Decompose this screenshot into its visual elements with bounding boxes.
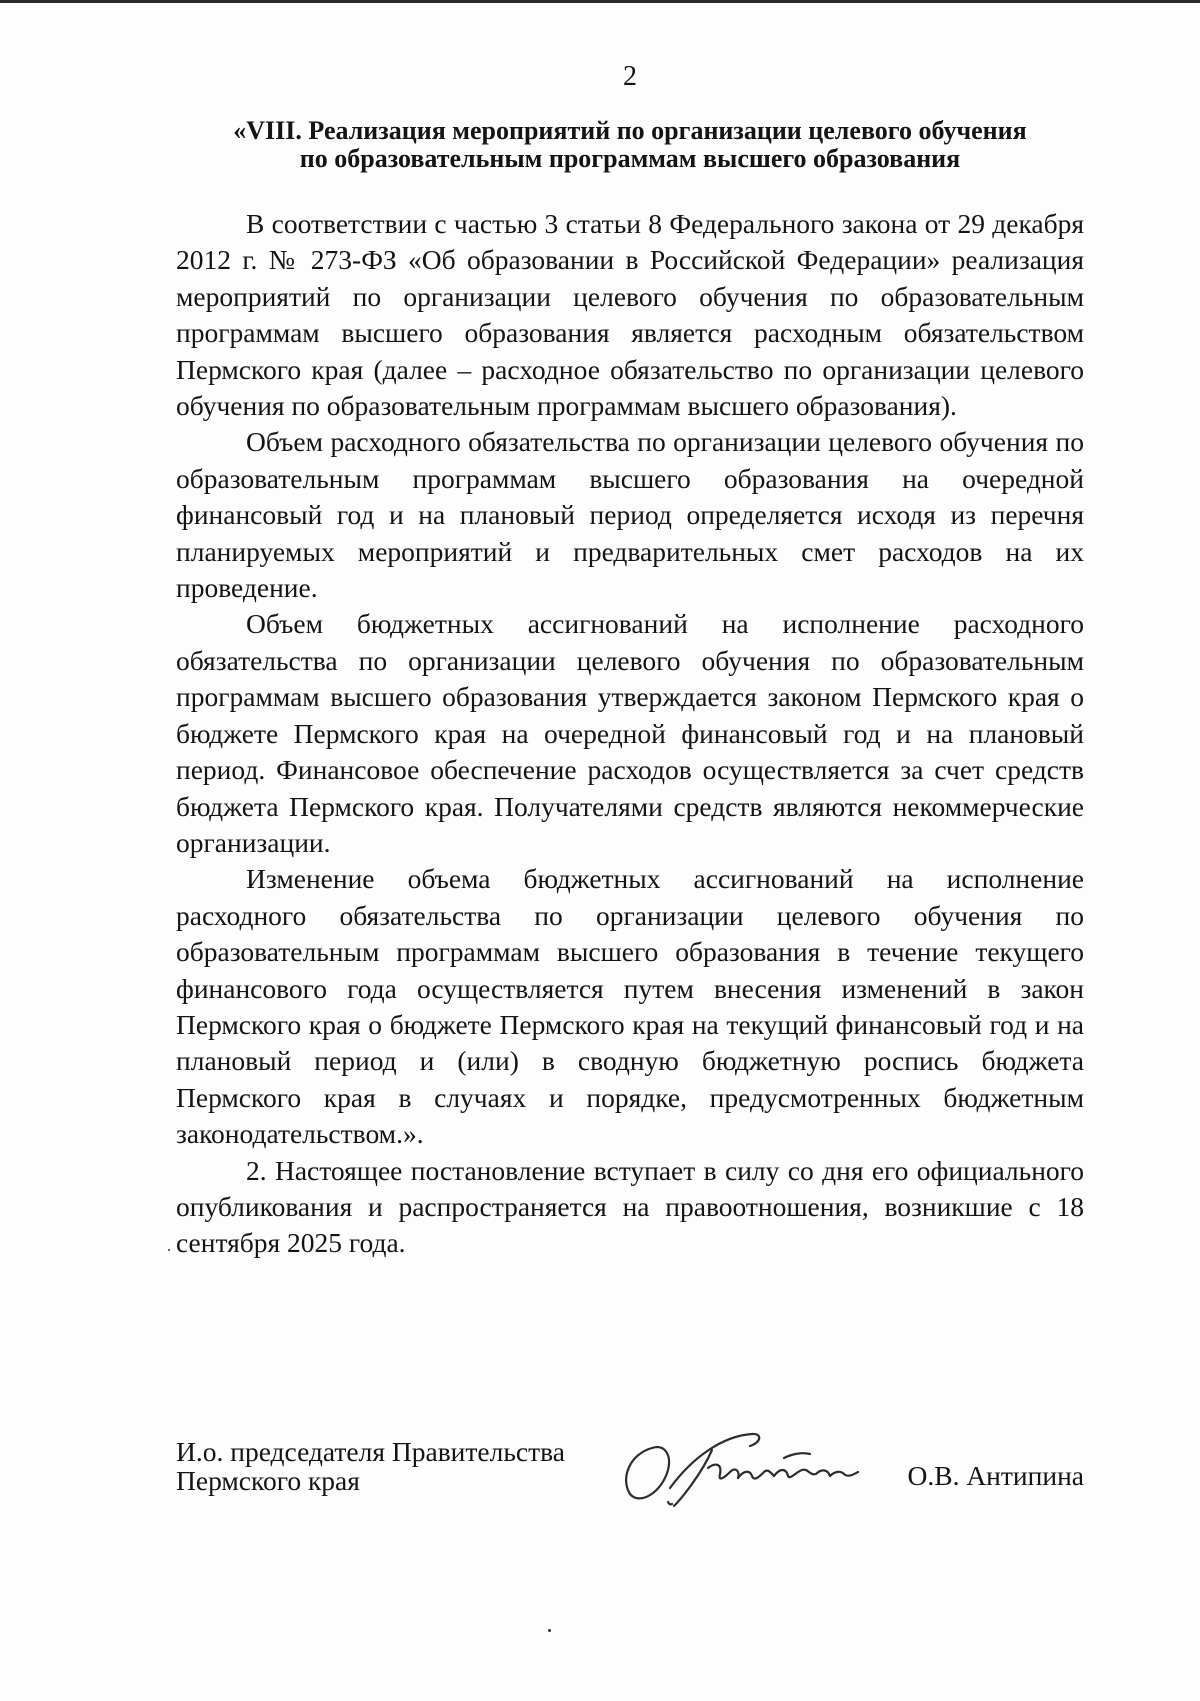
document-body <box>176 206 1084 1262</box>
section-heading <box>160 117 1100 173</box>
paragraph: Изменение объема бюджетных ассигнований на исполнение расходного обязательства по организации целевого обучения по образовательным программам высшего образования в течение текущего финансового года осуществляется путем внесения изменений в закон Пермского края о бюджете Пермского края на текущий финансовый год и на плановый период и (или) в сводную бюджетную роспись бюджета Пермского края в случаях и порядке, предусмотренных бюджетным законодательством.». <box>176 863 1084 1150</box>
signatory-position <box>176 1437 565 1495</box>
signatory-position-line-1: И.о. председателя Правительства <box>176 1436 565 1467</box>
paragraph: 2. Настоящее постановление вступает в силу со дня его официального опубликования и распространяется на правоотношения, возникшие с 18 сентября 2025 года. <box>176 1154 1084 1259</box>
paragraph: В соответствии с частью 3 статьи 8 Федерального закона от 29 декабря 2012 г. № 273-ФЗ «Об образовании в Российской Федерации» реализация мероприятий по организации целевого обучения по образовательным программам высшего образования является расходным обязательством Пермского края (далее – расходное обязательство по организации целевого обучения по образовательным программам высшего образования). <box>176 208 1084 422</box>
paragraph: Объем бюджетных ассигнований на исполнение расходного обязательства по организации целевого обучения по образовательным программам высшего образования утверждается законом Пермского края о бюджете Пермского края на очередной финансовый год и на плановый период. Финансовое обеспечение расходов осуществляется за счет средств бюджета Пермского края. Получателями средств являются некоммерческие организации. <box>176 608 1084 858</box>
signatory-name: О.В. Антипина <box>907 1460 1084 1491</box>
section-heading-line-1: «VIII. Реализация мероприятий по организации целевого обучения <box>233 116 1027 145</box>
handwritten-signature <box>612 1418 912 1508</box>
paragraph: Объем расходного обязательства по организации целевого обучения по образовательным программам высшего образования на очередной финансовый год и на плановый период определяется исходя из перечня планируемых мероприятий и предварительных смет расходов на их проведение. <box>176 426 1084 604</box>
top-border-line <box>0 0 1200 3</box>
section-heading-line-2: по образовательным программам высшего образования <box>299 144 961 173</box>
scan-speck <box>168 1249 170 1251</box>
signatory-position-line-2: Пермского края <box>176 1465 360 1496</box>
scan-speck <box>548 1629 551 1632</box>
page-number: 2 <box>623 61 637 92</box>
